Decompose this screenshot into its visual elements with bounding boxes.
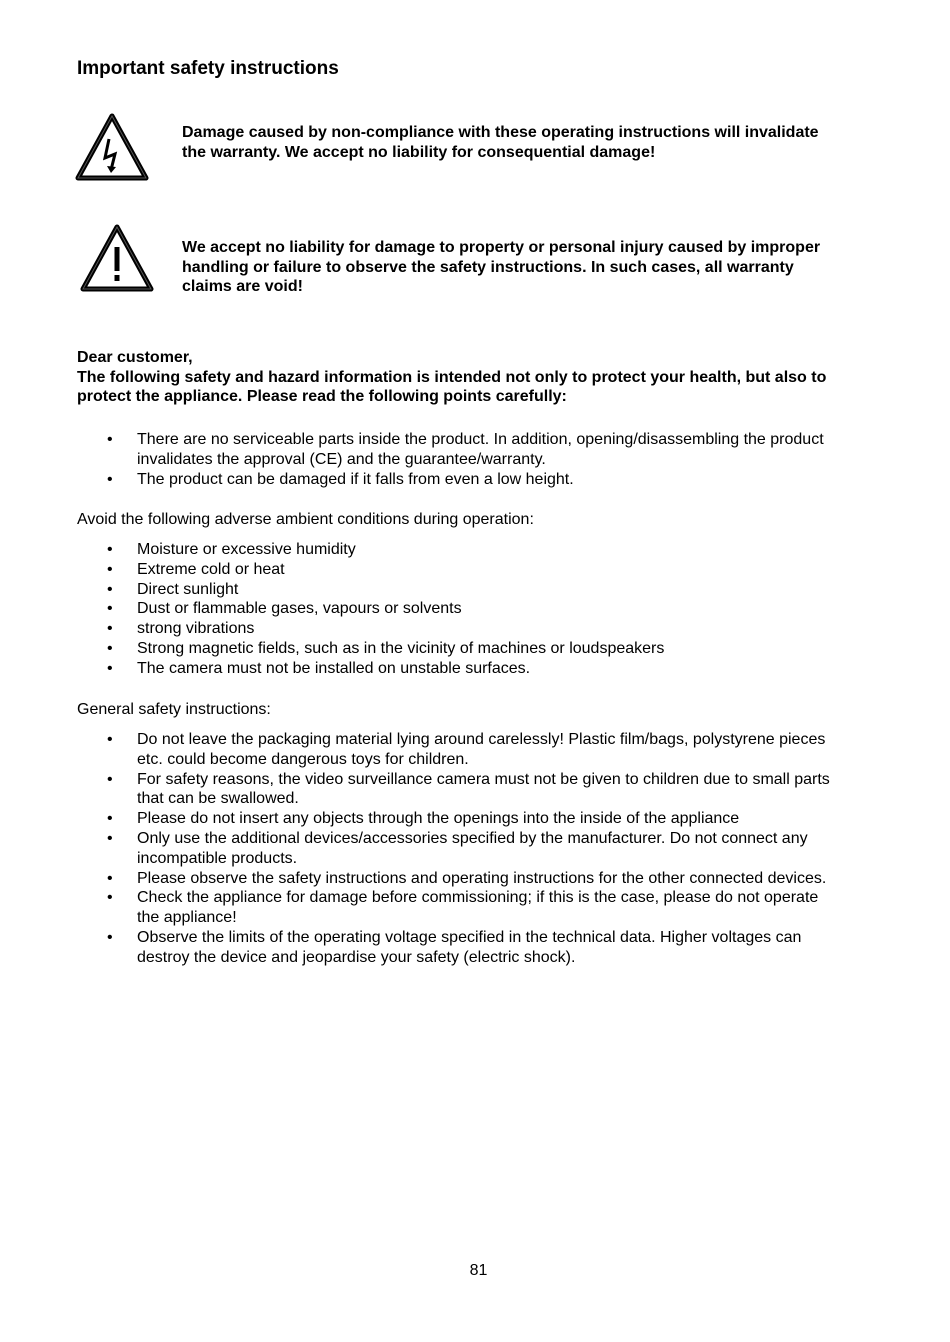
ambient-list (77, 540, 837, 679)
list-item: • The camera must not be installed on unstable surfaces. (77, 659, 837, 679)
list-item: • Check the appliance for damage before commissioning; if this is the case, please do not operate the appliance! (77, 888, 837, 928)
list-item: • Strong magnetic fields, such as in the vicinity of machines or loudspeakers (77, 639, 837, 659)
page-title: Important safety instructions (77, 58, 339, 79)
list-item: • Dust or flammable gases, vapours or solvents (77, 599, 837, 619)
intro-text: The following safety and hazard information is intended not only to protect your health, but also to protect the appliance. Please read the following points carefully: (77, 368, 827, 405)
list-item: • strong vibrations (77, 619, 837, 639)
list-item: • Please do not insert any objects through the openings into the inside of the appliance (77, 809, 837, 829)
list-item: • Do not leave the packaging material lying around carelessly! Plastic film/bags, polystyrene pieces etc. could become dangerous toys for children. (77, 730, 837, 770)
list-item: • Only use the additional devices/accessories specified by the manufacturer. Do not connect any incompatible products. (77, 829, 837, 869)
warning-text-liability: We accept no liability for damage to property or personal injury caused by improper handling or failure to observe the safety instructions. In such cases, all warranty claims are void! (182, 239, 821, 295)
salutation: Dear customer, (77, 349, 193, 366)
list-item: • For safety reasons, the video surveillance camera must not be given to children due to small parts that can be swallowed. (77, 770, 837, 810)
list-item: • Observe the limits of the operating voltage specified in the technical data. Higher voltages can destroy the device and jeopardise your safety (electric shock). (77, 928, 837, 968)
page-number: 81 (469, 1262, 488, 1279)
warning-text-voltage: Damage caused by non-compliance with these operating instructions will invalidate the warranty. We accept no liability for consequential damage! (182, 124, 819, 161)
list-item: • Direct sunlight (77, 580, 837, 600)
list-item: • Please observe the safety instructions and operating instructions for the other connected devices. (77, 869, 837, 889)
ambient-heading: Avoid the following adverse ambient conditions during operation: (77, 511, 534, 528)
high-voltage-warning-icon (75, 113, 149, 181)
general-heading: General safety instructions: (77, 701, 271, 718)
greeting-block (77, 348, 837, 407)
list-item: • Moisture or excessive humidity (77, 540, 837, 560)
product-points-list (77, 430, 837, 489)
list-item: • There are no serviceable parts inside the product. In addition, opening/disassembling the product invalidates the approval (CE) and the guarantee/warranty. (77, 430, 837, 470)
list-item: • The product can be damaged if it falls from even a low height. (77, 470, 837, 490)
exclamation-warning-icon (80, 224, 154, 292)
list-item: • Extreme cold or heat (77, 560, 837, 580)
general-safety-list (77, 730, 837, 968)
